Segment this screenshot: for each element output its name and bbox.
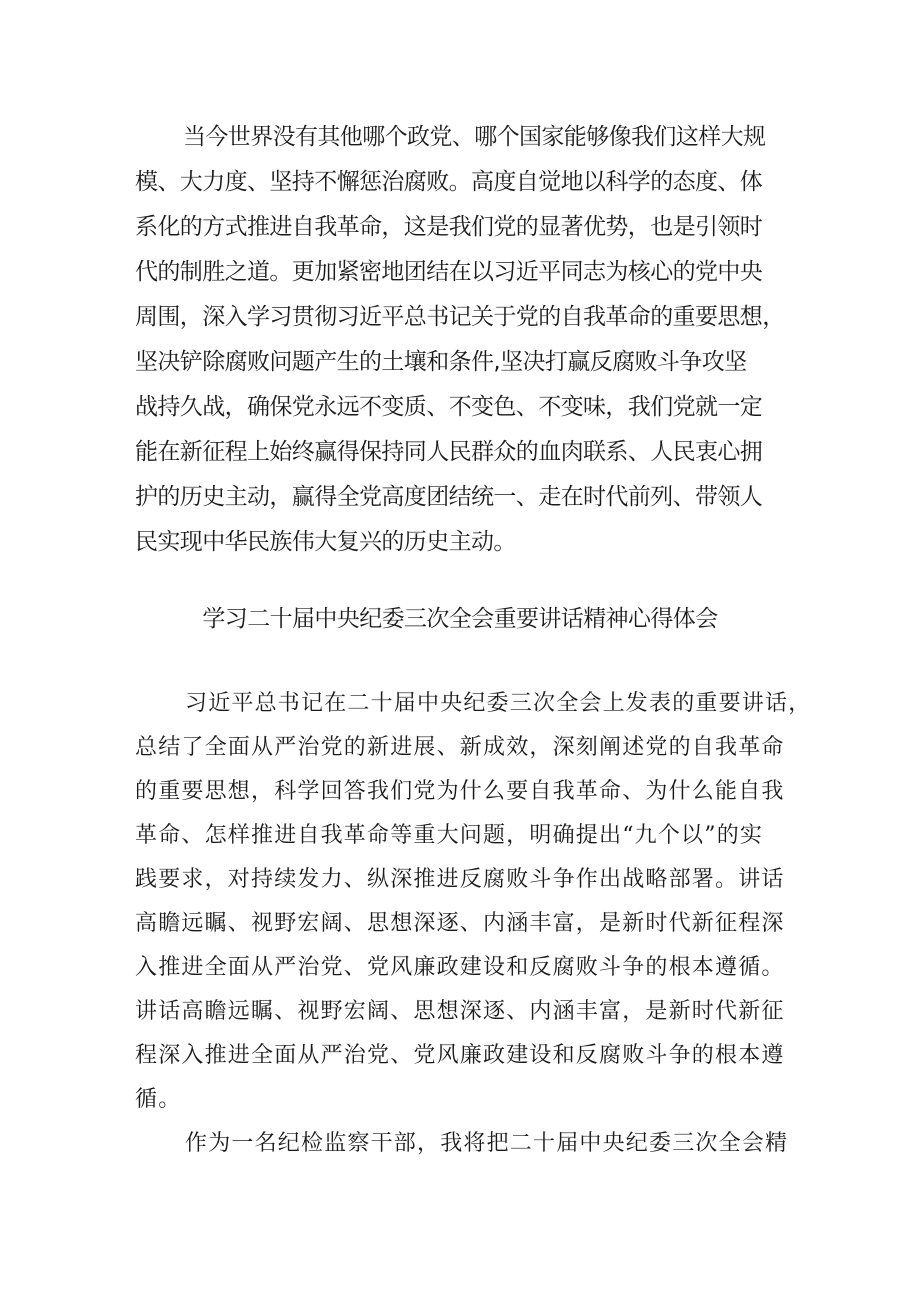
paragraph-2-line: 践要求，对持续发力、纵深推进反腐败斗争作出战略部署。讲话 (135, 867, 785, 892)
paragraph-2-line: 的重要思想，科学回答我们党为什么要自我革命、为什么能自我 (135, 779, 785, 804)
paragraph-2-line: 循。 (135, 1087, 182, 1112)
paragraph-2-line: 程深入推进全面从严治党、党风廉政建设和反腐败斗争的根本遵 (135, 1043, 785, 1068)
paragraph-2-line: 入推进全面从严治党、党风廉政建设和反腐败斗争的根本遵循。 (135, 955, 785, 980)
paragraph-2-line: 习近平总书记在二十届中央纪委三次全会上发表的重要讲话， (185, 691, 812, 716)
paragraph-2-line: 讲话高瞻远瞩、视野宏阔、思想深逐、内涵丰富，是新时代新征 (135, 999, 785, 1024)
paragraph-1-line: 民实现中华民族伟大复兴的历史主动。 (135, 529, 516, 555)
paragraph-1-line: 周围，深入学习贯彻习近平总书记关于党的自我革命的重要思想， (135, 304, 785, 330)
paragraph-1-line: 坚决铲除腐败问题产生的土壤和条件,坚决打赢反腐败斗争攻坚 (135, 349, 747, 375)
paragraph-1-line: 护的历史主动，赢得全党高度团结统一、走在时代前列、带领人 (135, 484, 763, 510)
paragraph-3-line: 作为一名纪检监察干部，我将把二十届中央纪委三次全会精 (185, 1131, 789, 1156)
section-heading: 学习二十届中央纪委三次全会重要讲话精神心得体会 (202, 606, 718, 632)
paragraph-1-line: 能在新征程上始终赢得保持同人民群众的血肉联系、人民衷心拥 (135, 439, 763, 465)
paragraph-2-line: 革命、怎样推进自我革命等重大问题，明确提出“九个以”的实 (135, 823, 764, 848)
paragraph-1-line: 当今世界没有其他哪个政党、哪个国家能够像我们这样大规 (183, 124, 766, 150)
paragraph-1-line: 战持久战，确保党永远不变质、不变色、不变味，我们党就一定 (135, 394, 763, 420)
paragraph-2-line: 高瞻远瞩、视野宏阔、思想深逐、内涵丰富，是新时代新征程深 (135, 911, 785, 936)
paragraph-2-line: 总结了全面从严治党的新进展、新成效，深刻阐述党的自我革命 (135, 735, 785, 760)
paragraph-1-line: 模、大力度、坚持不懈惩治腐败。高度自觉地以科学的态度、体 (135, 169, 763, 195)
paragraph-1-line: 系化的方式推进自我革命，这是我们党的显著优势，也是引领时 (135, 214, 763, 240)
paragraph-1-line: 代的制胜之道。更加紧密地团结在以习近平同志为核心的党中央 (135, 259, 763, 285)
